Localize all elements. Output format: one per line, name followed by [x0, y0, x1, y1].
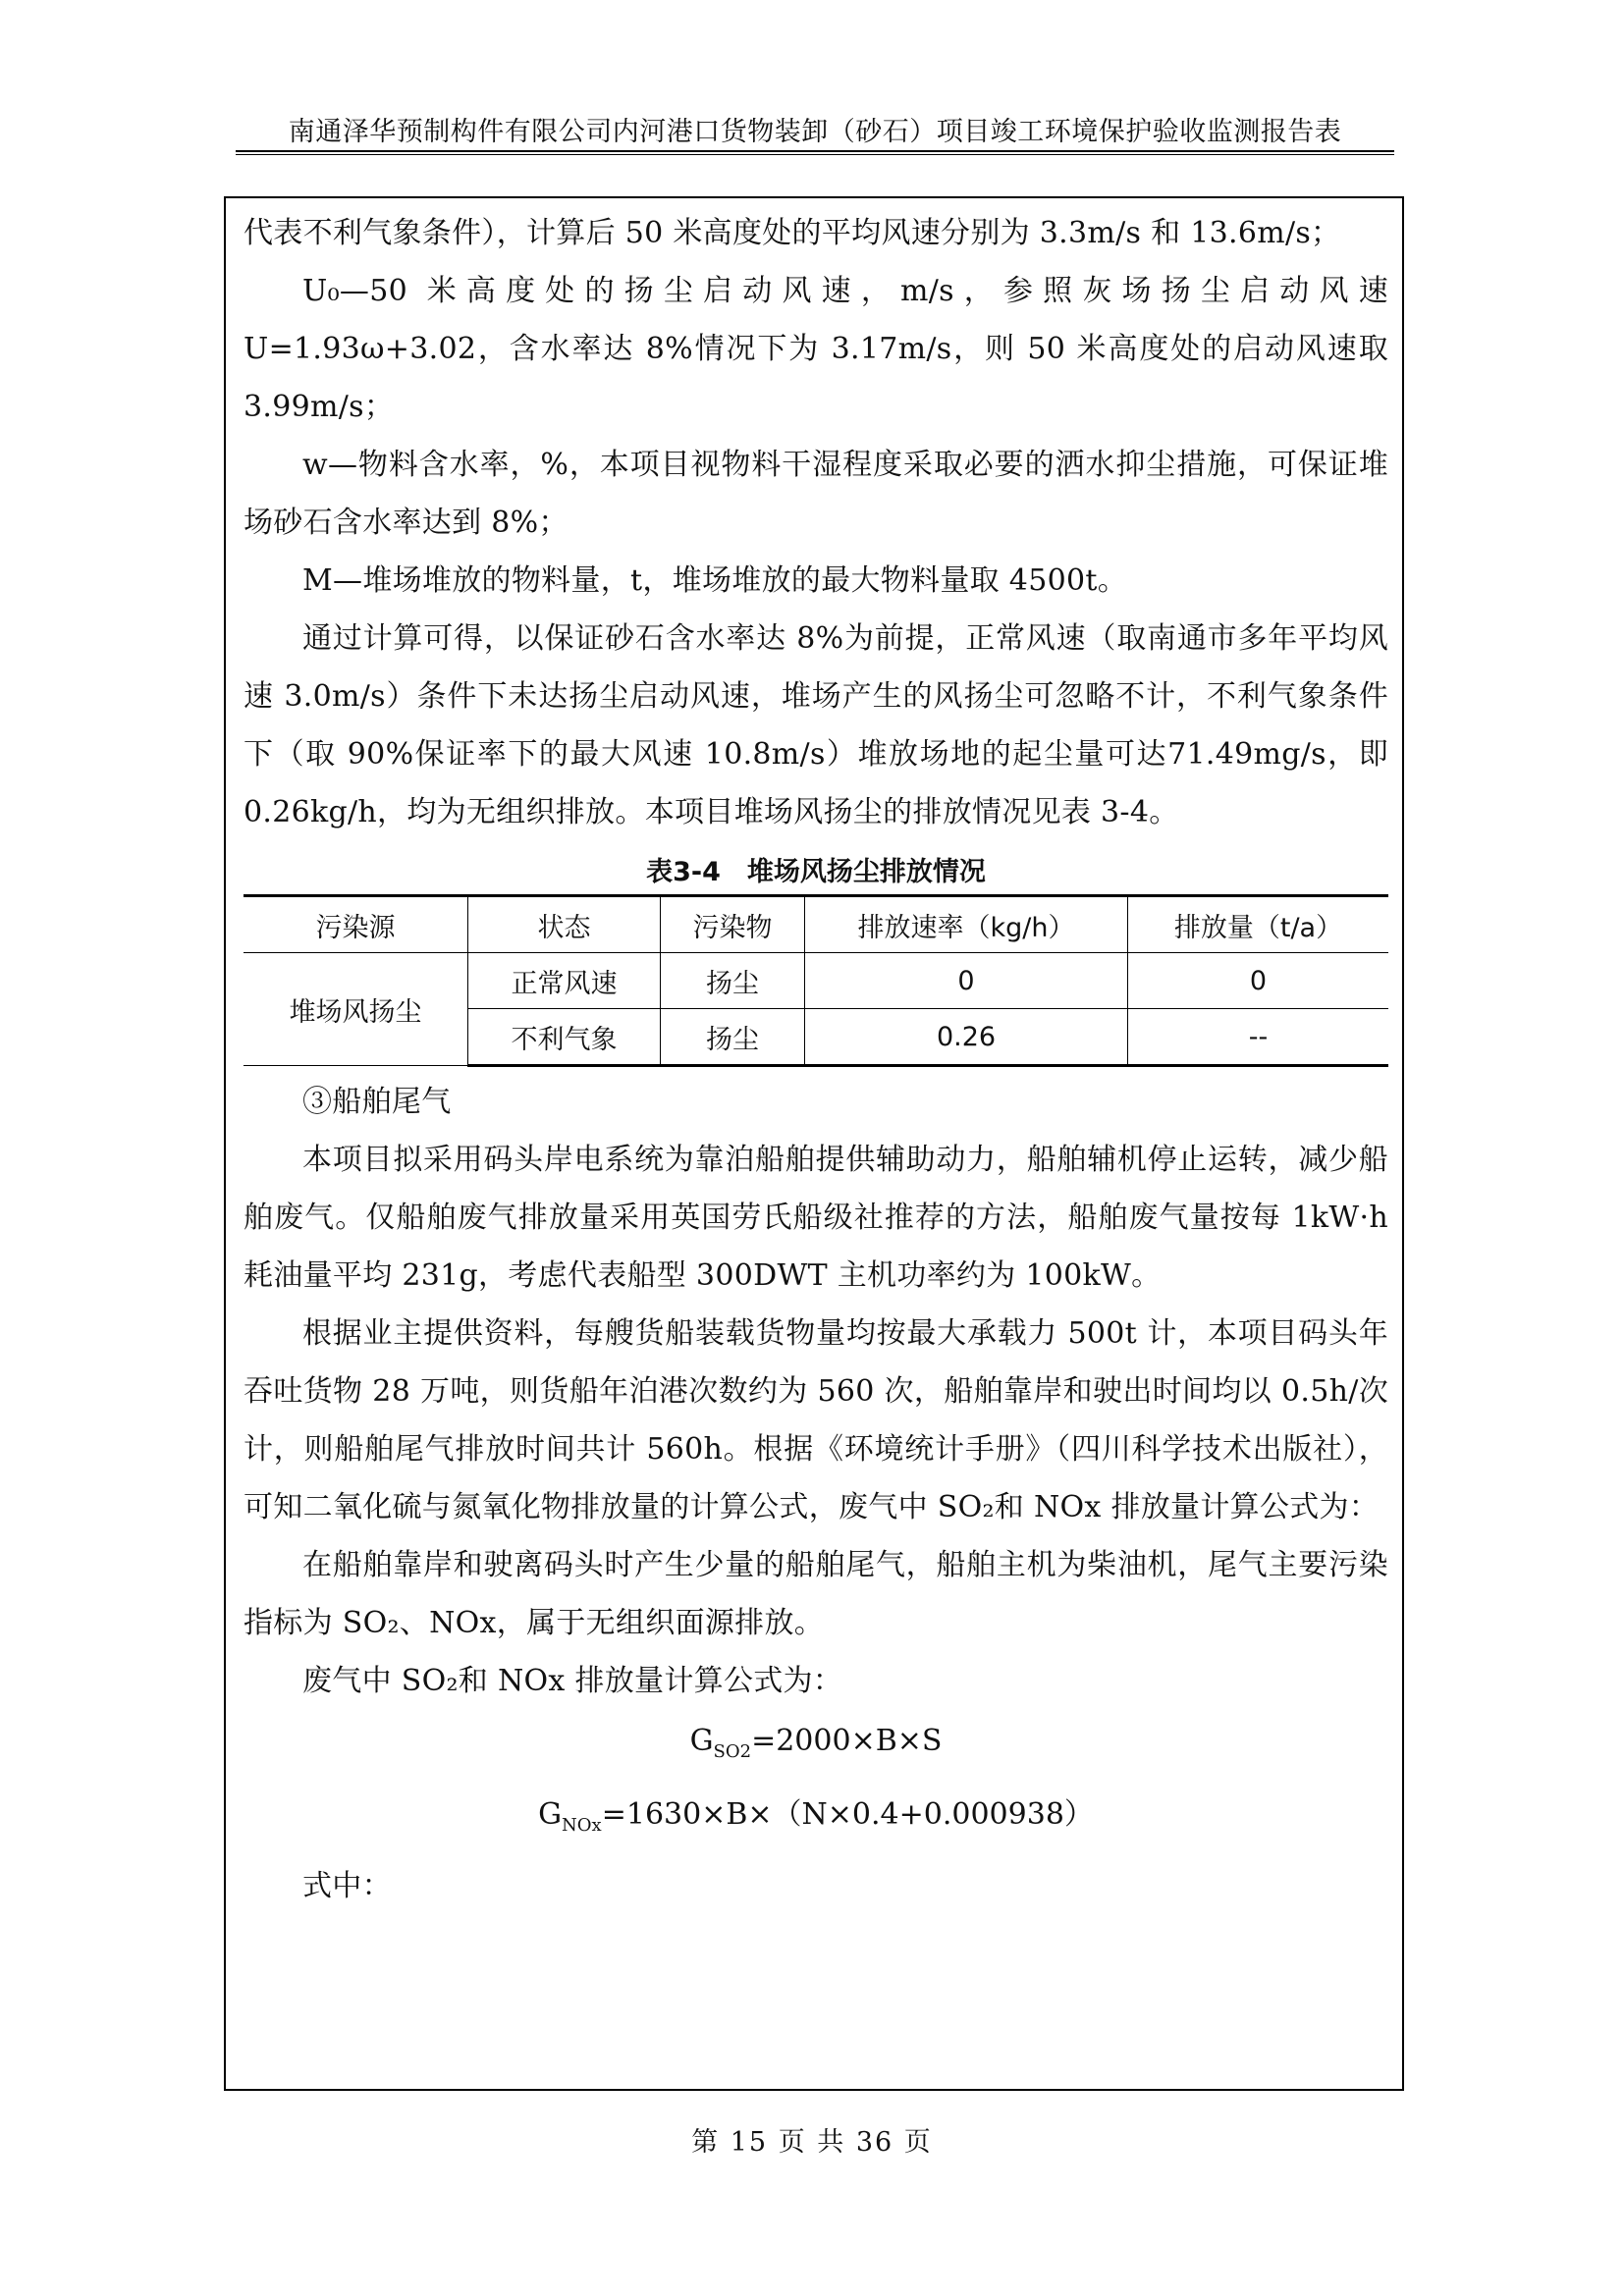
- paragraph: U₀—50 米高度处的扬尘启动风速，m/s，参照灰场扬尘启动风速U=1.93ω+3.02，含水率达 8%情况下为 3.17m/s，则 50 米高度处的启动风速取3.99m/s；: [244, 274, 1388, 424]
- formula-so2: [244, 1710, 1388, 1784]
- formula-expression: =1630×B×（N×0.4+0.000938）: [601, 1797, 1094, 1832]
- table-cell: 扬尘: [661, 953, 805, 1009]
- page-number: 第 15 页 共 36 页: [691, 2127, 933, 2158]
- table-cell: 正常风速: [468, 953, 661, 1009]
- emission-table: [244, 894, 1388, 1067]
- formula-symbol: G: [689, 1724, 714, 1758]
- table-cell: 0: [805, 953, 1128, 1009]
- report-header-title: 南通泽华预制构件有限公司内河港口货物装卸（砂石）项目竣工环境保护验收监测报告表: [288, 117, 1342, 147]
- table-cell: 0: [1128, 953, 1389, 1009]
- table-cell-source: 堆场风扬尘: [244, 953, 468, 1066]
- table-header-cell: 排放量（t/a）: [1128, 896, 1389, 953]
- formula-nox: [244, 1784, 1388, 1857]
- table-caption: 表3-4 堆场风扬尘排放情况: [646, 857, 986, 887]
- paragraph: 式中：: [302, 1869, 392, 1903]
- table-header-cell: 状态: [468, 896, 661, 953]
- table-cell: 扬尘: [661, 1009, 805, 1066]
- paragraph: w—物料含水率，%，本项目视物料干湿程度采取必要的洒水抑尘措施，可保证堆场砂石含水率达到 8%；: [244, 448, 1388, 540]
- formula-expression: =2000×B×S: [751, 1724, 943, 1758]
- paragraph: 废气中 SO₂和 NOx 排放量计算公式为：: [302, 1664, 843, 1698]
- page-content: [244, 204, 1388, 1915]
- table-cell: --: [1128, 1009, 1389, 1066]
- paragraph: 通过计算可得，以保证砂石含水率达 8%为前提，正常风速（取南通市多年平均风速 3.0m/s）条件下未达扬尘启动风速，堆场产生的风扬尘可忽略不计，不利气象条件下（取 90%保证率下的最大风速 10.8m/s）堆放场地的起尘量可达71.49mg/s，即 0.26kg/h，均为无组织排放。本项目堆场风扬尘的排放情况见表 3-4。: [244, 621, 1388, 829]
- table-cell: 不利气象: [468, 1009, 661, 1066]
- section-heading: ③船舶尾气: [302, 1085, 452, 1119]
- table-header-cell: 排放速率（kg/h）: [805, 896, 1128, 953]
- table-header-cell: 污染源: [244, 896, 468, 953]
- table-header-cell: 污染物: [661, 896, 805, 953]
- paragraph: M—堆场堆放的物料量，t，堆场堆放的最大物料量取 4500t。: [302, 563, 1128, 598]
- formula-symbol: G: [538, 1797, 563, 1832]
- paragraph: 代表不利气象条件），计算后 50 米高度处的平均风速分别为 3.3m/s 和 13.6m/s；: [244, 216, 1341, 250]
- paragraph: 本项目拟采用码头岸电系统为靠泊船舶提供辅助动力，船舶辅机停止运转，减少船舶废气。仅船舶废气排放量采用英国劳氏船级社推荐的方法，船舶废气量按每 1kW·h 耗油量平均 231g，考虑代表船型 300DWT 主机功率约为 100kW。: [244, 1143, 1388, 1293]
- paragraph: 在船舶靠岸和驶离码头时产生少量的船舶尾气，船舶主机为柴油机，尾气主要污染指标为 SO₂、NOx，属于无组织面源排放。: [244, 1548, 1388, 1640]
- header-rule: [236, 150, 1394, 152]
- formula-subscript: SO2: [713, 1741, 752, 1762]
- paragraph: 根据业主提供资料，每艘货船装载货物量均按最大承载力 500t 计，本项目码头年吞吐货物 28 万吨，则货船年泊港次数约为 560 次，船舶靠岸和驶出时间均以 0.5h/次计，则船舶尾气排放时间共计 560h。根据《环境统计手册》（四川科学技术出版社），可知二氧化硫与氮氧化物排放量的计算公式，废气中 SO₂和 NOx 排放量计算公式为：: [244, 1316, 1388, 1524]
- header-rule-thin: [236, 154, 1394, 155]
- formula-subscript: NOx: [562, 1815, 602, 1836]
- table-cell: 0.26: [805, 1009, 1128, 1066]
- table-header-row: [244, 896, 1388, 953]
- table-row: [244, 953, 1388, 1009]
